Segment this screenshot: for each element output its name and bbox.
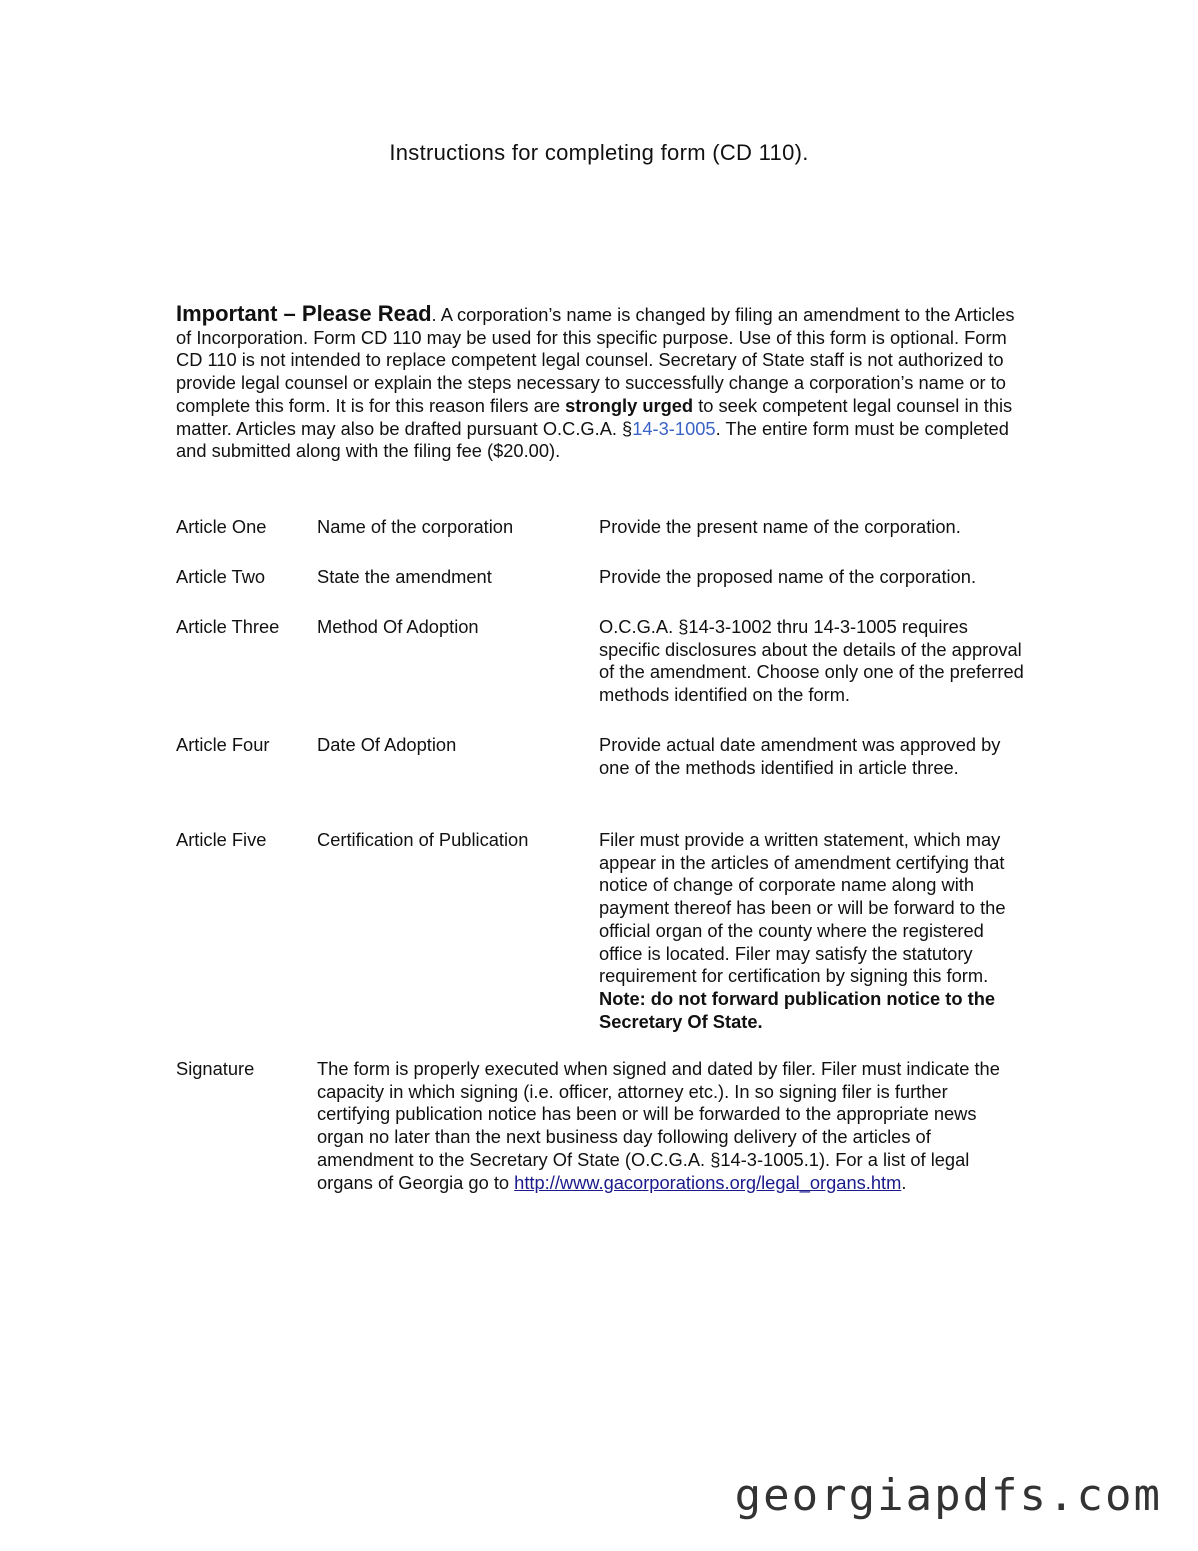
statute-link[interactable]: 14-3-1005 — [632, 417, 716, 439]
article-note: Note: do not forward publication notice to the Secretary Of State. — [599, 987, 996, 1032]
page-title: Instructions for completing form (CD 110). — [389, 140, 809, 165]
signature-description — [317, 1058, 1022, 1194]
signature-after: . — [901, 1171, 907, 1193]
intro-text-2: to seek competent legal counsel in this matter. Articles may also be drafted pursuant O.C.G.A. § — [176, 394, 1013, 439]
article-desc-text: Provide actual date amendment was approved by one of the methods identified in article three. — [599, 734, 1001, 778]
signature-text: The form is properly executed when signed and dated by filer. Filer must indicate the capacity in which signing (i.e. officer, attorney etc.). In so signing filer is further certifying publication notice has been or will be forwarded to the appropriate news organ no later than the next business day following delivery of the articles of amendment to the Secretary Of State (O.C.G.A. §14-3-1005.1). For a list of legal organs of Georgia go to — [317, 1058, 1000, 1193]
article-item: Date Of Adoption — [317, 734, 457, 755]
article-description — [599, 734, 1024, 779]
article-label: Article Three — [176, 616, 280, 637]
article-desc-text: Provide the present name of the corporation. — [599, 516, 961, 537]
intro-text-1: . A corporation’s name is changed by filing an amendment to the Articles of Incorporation. Form CD 110 may be used for this specific purpose. Use of this form is optional. Form CD 110 is not intended to replace competent legal counsel. Secretary of State staff is not authorized to provide legal counsel or explain the steps necessary to successfully change a corporation’s name or to complete this form. It is for this reason filers are — [176, 304, 1015, 416]
legal-organs-link[interactable]: http://www.gacorporations.org/legal_organs.htm — [514, 1171, 902, 1193]
article-desc-text: O.C.G.A. §14-3-1002 thru 14-3-1005 requires specific disclosures about the details of the approval of the amendment. Choose only one of the preferred methods identified on the form. — [599, 616, 1024, 706]
article-description — [599, 616, 1024, 707]
article-desc-text: Filer must provide a written statement, which may appear in the articles of amendment certifying that notice of change of corporate name along with payment thereof has been or will be forward to the official organ of the county where the registered office is located. Filer may satisfy the statutory requirement for certification by signing this form. — [599, 829, 1006, 987]
intro-paragraph — [176, 303, 1026, 463]
article-description — [599, 516, 1024, 539]
article-label: Article Two — [176, 566, 266, 587]
article-desc-text: Provide the proposed name of the corporation. — [599, 566, 977, 587]
article-item: Method Of Adoption — [317, 616, 479, 637]
article-item: Name of the corporation — [317, 516, 514, 537]
intro-strong: strongly urged — [565, 394, 694, 416]
article-item: Certification of Publication — [317, 829, 529, 850]
article-label: Article Four — [176, 734, 270, 755]
article-label: Article One — [176, 516, 267, 537]
signature-label: Signature — [176, 1058, 255, 1079]
intro-lead: Important – Please Read — [176, 301, 432, 326]
article-description — [599, 566, 1024, 589]
article-description — [599, 829, 1024, 1033]
watermark: georgiapdfs.com — [734, 1470, 1162, 1521]
article-item: State the amendment — [317, 566, 492, 587]
intro-text-3: . The entire form must be completed and submitted along with the filing fee ($20.00). — [176, 417, 1009, 462]
article-label: Article Five — [176, 829, 267, 850]
